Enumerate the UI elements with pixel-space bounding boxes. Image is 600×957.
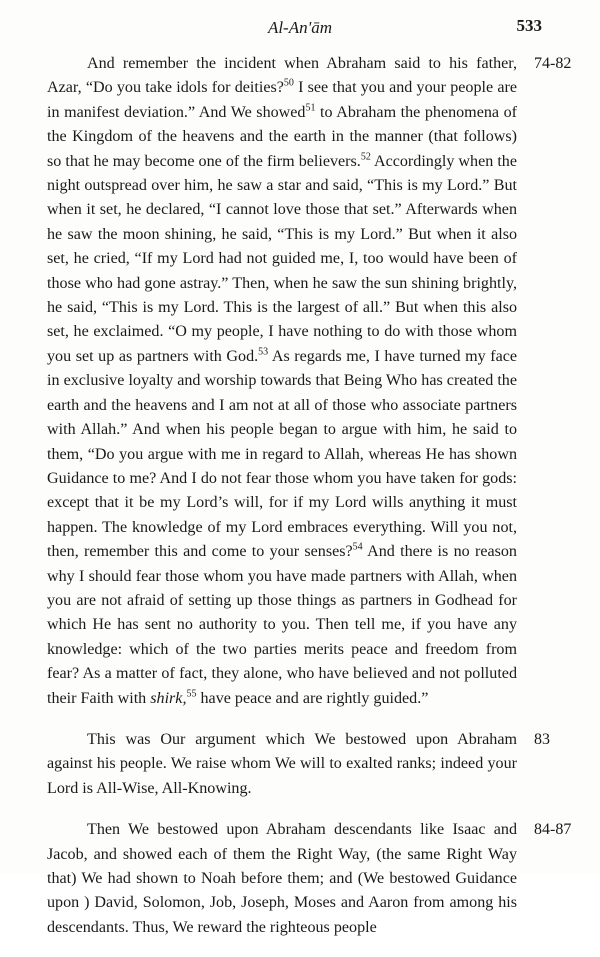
paragraph-verse-83 bbox=[47, 728, 550, 801]
paragraph-verses-84-87 bbox=[47, 818, 572, 940]
text-segment: have peace and are rightly guided.” bbox=[196, 689, 429, 707]
footnote-marker: 53 bbox=[258, 346, 269, 358]
text-segment: I see that you and your people are in manifest deviation.” And We showed bbox=[47, 79, 517, 121]
text-segment: to Abraham the phenomena of the Kingdom of the heavens and the earth in the manner (that follows) so that he may become one of the firm believers. bbox=[47, 103, 517, 170]
text-segment: And remember the incident when Abraham said to his father, Azar, “Do you take idols for deities? bbox=[47, 55, 517, 97]
paragraph-verses-74-82 bbox=[47, 52, 572, 711]
italic-term: shirk, bbox=[150, 689, 187, 707]
verse-reference: 84-87 bbox=[534, 821, 572, 839]
text-segment: This was Our argument which We bestowed upon Abraham against his people. We raise whom We will to exalted ranks; indeed your Lord is All-Wise, All-Knowing. bbox=[47, 730, 517, 797]
running-head bbox=[0, 14, 600, 40]
body-text bbox=[47, 52, 572, 957]
text-segment: As regards me, I have turned my face in exclusive loyalty and worship towards that Being Who has created the earth and the heavens and I am not at all of those who associate partners with Allah.” And when his people began to argue with him, he said to them, “Do you argue with me in regard to Allah, whereas He has shown Guidance to me? And I do not fear those whom you have taken for gods: except that it be my Lord’s will, for if my Lord wills anything it must happen. The knowledge of my Lord embraces everything. Will you not, then, remember this and come to your senses? bbox=[47, 347, 517, 561]
footnote-marker: 55 bbox=[186, 688, 197, 700]
footnote-marker: 50 bbox=[283, 78, 294, 90]
page-number: 533 bbox=[516, 16, 542, 35]
verse-reference: 83 bbox=[534, 730, 550, 748]
text-segment: Then We bestowed upon Abraham descendants like Isaac and Jacob, and showed each of them the Right Way, (the same Right Way that) We had shown to Noah before them; and (We bestowed Guidance upon ) David, Solomon, Job, Joseph, Moses and Aaron from among his descendants. Thus, We reward the righteous people bbox=[47, 821, 517, 936]
text-segment: Accordingly when the night outspread over him, he saw a star and said, “This is my Lord.” But when it set, he declared, “I cannot love those that set.” Afterwards when he saw the moon shining, he said, “This is my Lord.” But when it also set, he cried, “If my Lord had not guided me, I, too would have been of those who had gone astray.” Then, when he saw the sun shining brightly, he said, “This is my Lord. This is the largest of all.” But when this also set, he exclaimed. “O my people, I have nothing to do with those whom you set up as partners with God. bbox=[47, 152, 517, 365]
footnote-marker: 54 bbox=[352, 541, 363, 553]
footnote-marker: 51 bbox=[305, 102, 316, 114]
running-title: Al-An'ām bbox=[267, 18, 333, 37]
text-segment: And there is no reason why I should fear those whom you have made partners with Allah, when you are not afraid of setting up those things as partners in Godhead for which He has sent no authority to you. Then tell me, if you have any knowledge: which of the two parties merits peace and freedom from fear? As a matter of fact, they alone, who have believed and not polluted their Faith with bbox=[47, 543, 517, 707]
verse-reference: 74-82 bbox=[534, 55, 572, 72]
footnote-marker: 52 bbox=[360, 151, 371, 163]
